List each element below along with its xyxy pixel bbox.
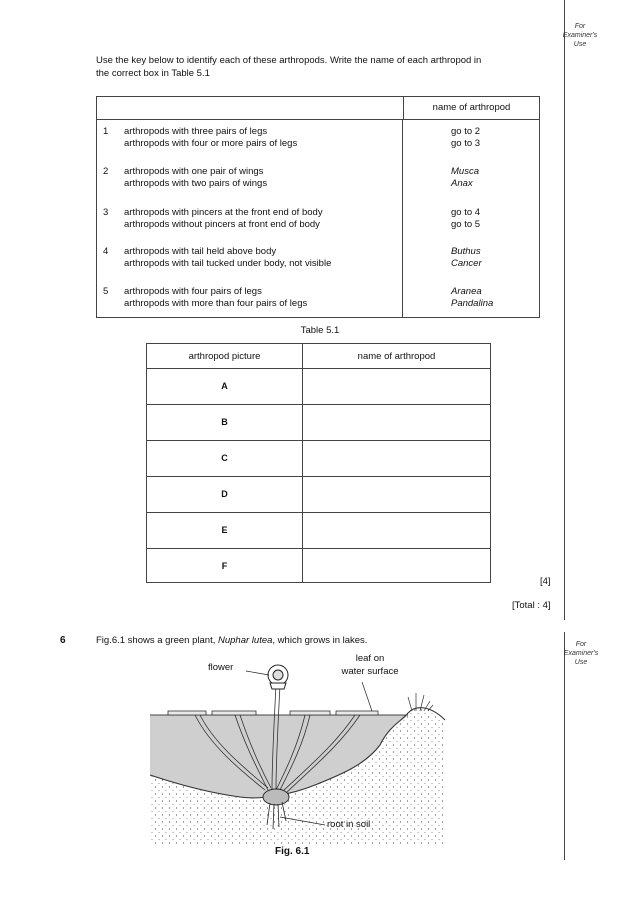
answer-header-picture: arthropod picture [188,351,261,362]
key-row-number: 3 [103,207,109,218]
key-body [97,119,539,317]
key-row-number: 5 [103,286,109,297]
total-marks-label: [Total : 4] [512,600,551,611]
label-leaf: leaf on water surface [341,653,399,677]
flower-shape [268,665,288,689]
answer-row-label: D [221,489,228,499]
answer-row-label: B [221,417,228,427]
grass-tuft [408,693,433,711]
key-row-number: 1 [103,126,109,137]
answer-header-name: name of arthropod [357,351,436,362]
question-number: 6 [60,635,66,646]
key-row-description: arthropods with one pair of wings arthropods with two pairs of wings [124,166,268,189]
figure-caption: Fig. 6.1 [275,846,310,857]
key-row-result: Musca Anax [451,166,479,189]
key-row-result: go to 4 go to 5 [451,207,481,230]
key-row-number: 2 [103,166,109,177]
answer-row-label: A [221,381,228,391]
key-row-description: arthropods with three pairs of legs arthropods with four or more pairs of legs [124,126,298,149]
key-row-result: Aranea Pandalina [451,286,494,309]
leaf-label-line [362,682,372,711]
label-root: root in soil [327,819,371,830]
identification-key-table [96,96,540,318]
marks-label: [4] [540,576,551,587]
answer-input-cell[interactable] [303,513,490,548]
rhizome [263,789,289,805]
answer-input-cell[interactable] [303,477,490,512]
answer-row-c [147,440,490,477]
answer-row-label: E [221,525,228,535]
key-row-description: arthropods with tail held above body arthropods with tail tucked under body, not visible [124,246,332,269]
key-header-cell: name of arthropod [403,96,540,120]
answer-input-cell[interactable] [303,369,490,404]
instruction-text: Use the key below to identify each of these arthropods. Write the name of each arthropod in the correct box in Table 5.1 [96,55,482,79]
key-row-number: 4 [103,246,109,257]
answer-table [146,343,491,583]
answer-row-a [147,368,490,405]
answer-row-d [147,476,490,513]
flower-label-line [246,671,269,675]
answer-row-label: F [221,561,228,571]
question-6-text: Fig.6.1 shows a green plant, Nuphar lutea, which grows in lakes. [96,635,368,646]
answer-row-label: C [221,453,228,463]
answer-row-b [147,404,490,441]
answer-input-cell[interactable] [303,441,490,476]
answer-input-cell[interactable] [303,405,490,440]
label-flower: flower [208,662,234,673]
examiner-margin-line-top [564,0,565,620]
examiner-note-top: For Examiner's Use [562,23,598,48]
key-row-result: Buthus Cancer [451,246,482,269]
floating-leaves [168,711,378,715]
answer-row-e [147,512,490,549]
key-row-description: arthropods with pincers at the front end of body arthropods without pincers at front end of body [124,207,323,230]
answer-input-cell[interactable] [303,549,490,583]
key-row-description: arthropods with four pairs of legs arthropods with more than four pairs of legs [124,286,308,309]
table-caption: Table 5.1 [300,325,340,336]
examiner-note-bottom: For Examiner's Use [563,641,599,666]
key-column-divider [402,120,403,317]
key-row-result: go to 2 go to 3 [451,126,481,149]
answer-row-f [147,548,490,585]
